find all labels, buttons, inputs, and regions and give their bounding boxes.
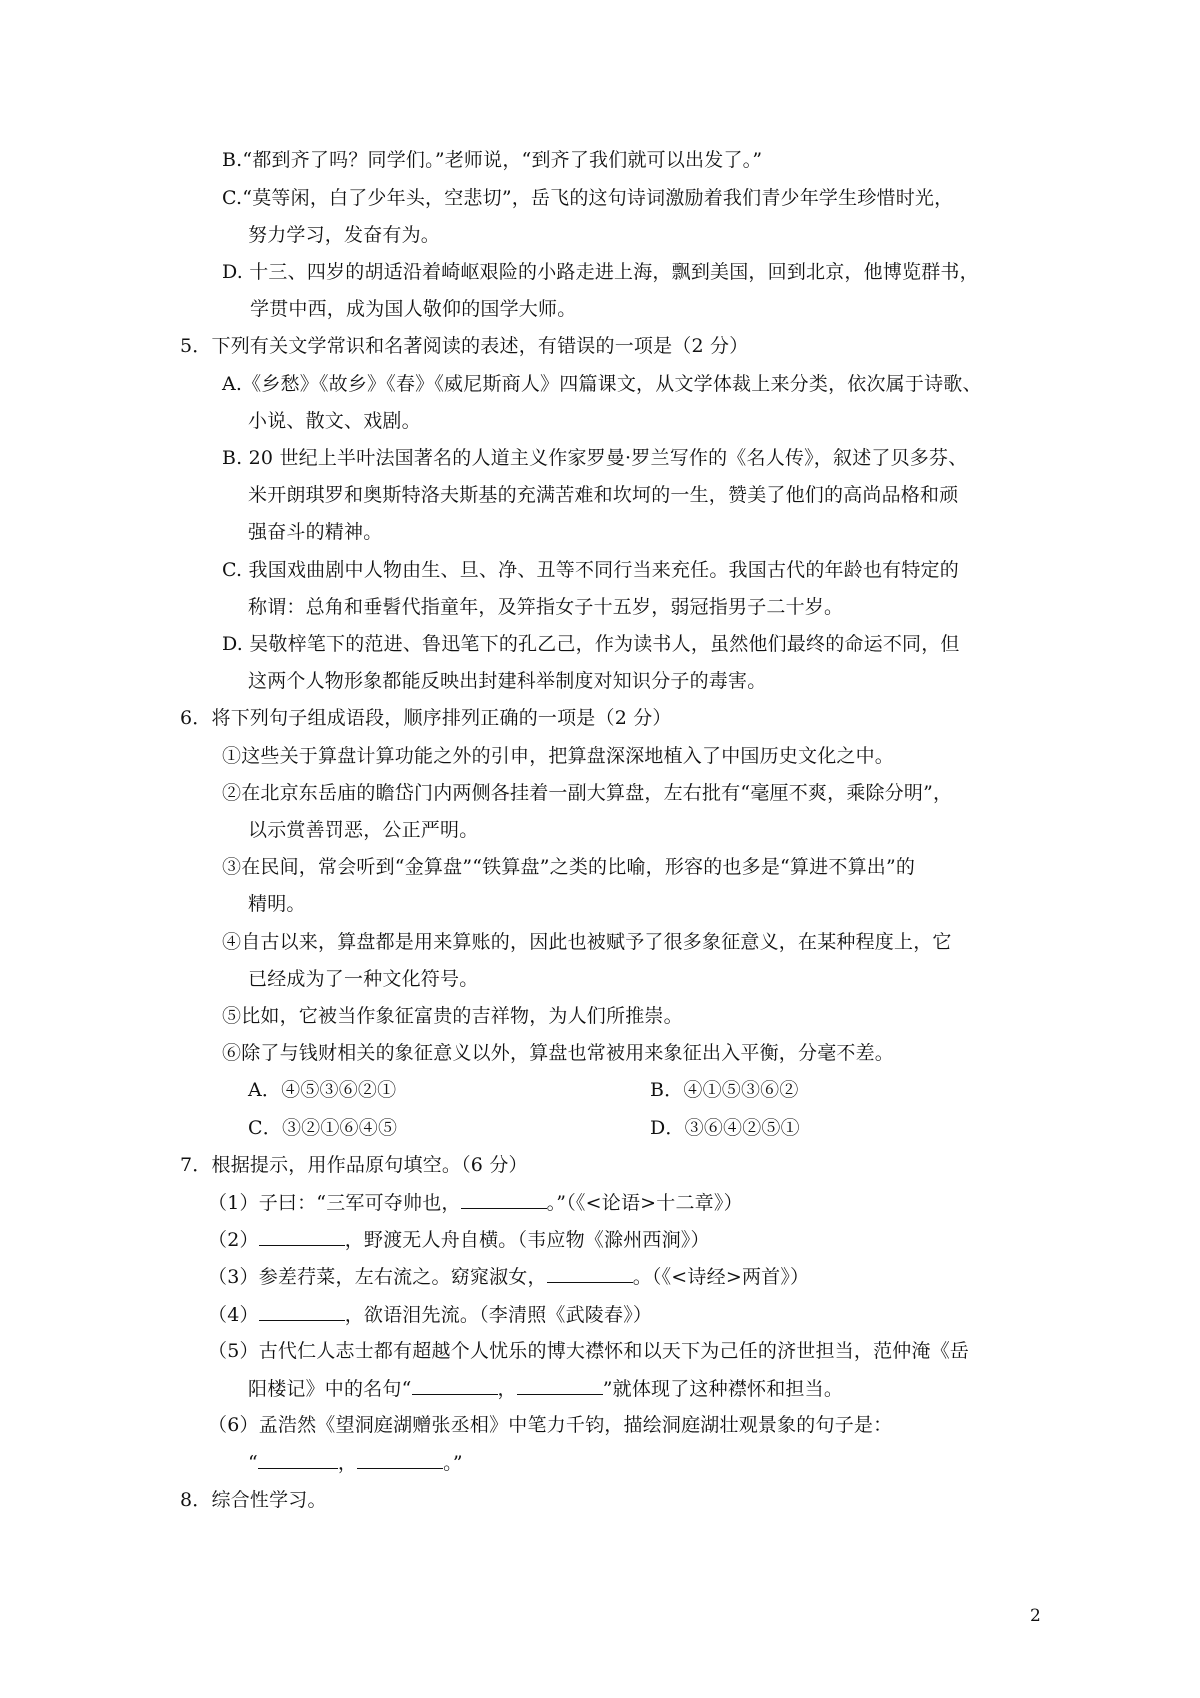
q5-option-b-line2: 米开朗琪罗和奥斯特洛夫斯基的充满苦难和坎坷的一生，赞美了他们的高尚品格和顽 xyxy=(248,484,959,506)
q7-item-2-prefix: （2） xyxy=(208,1229,259,1251)
q5-option-d-line2: 这两个人物形象都能反映出封建科举制度对知识分子的毒害。 xyxy=(248,670,767,692)
q6-option-d: D．③⑥④②⑤① xyxy=(650,1117,800,1139)
q5-option-c-line1: C. 我国戏曲剧中人物由生、旦、净、丑等不同行当来充任。我国古代的年龄也有特定的 xyxy=(222,559,959,581)
q4-option-b: B.“都到齐了吗？同学们。”老师说，“到齐了我们就可以出发了。” xyxy=(222,149,763,171)
q4-option-d-line2: 学贯中西，成为国人敬仰的国学大师。 xyxy=(250,298,577,320)
q6-option-c: C．③②①⑥④⑤ xyxy=(248,1117,398,1139)
q6-sentence-3-line2: 精明。 xyxy=(248,893,306,915)
q7-item-1-suffix: 。”（《<论语>十二章》） xyxy=(546,1192,743,1214)
q6-sentence-2-line2: 以示赏善罚恶，公正严明。 xyxy=(248,819,479,841)
q6-sentence-2-line1: ②在北京东岳庙的瞻岱门内两侧各挂着一副大算盘，左右批有“毫厘不爽，乘除分明”， xyxy=(222,782,953,804)
q7-item-2-blank[interactable] xyxy=(259,1225,345,1246)
q7-item-1-prefix: （1）子曰：“三军可夺帅也， xyxy=(208,1192,461,1214)
q4-option-d-line1: D. 十三、四岁的胡适沿着崎岖艰险的小路走进上海，飘到美国，回到北京，他博览群书， xyxy=(222,261,979,283)
q7-item-2-suffix: ，野渡无人舟自横。（韦应物《滁州西涧》） xyxy=(344,1229,710,1251)
q6-sentence-4-line1: ④自古以来，算盘都是用来算账的，因此也被赋予了很多象征意义，在某种程度上，它 xyxy=(222,931,952,953)
q7-title: 7．根据提示，用作品原句填空。（6 分） xyxy=(180,1154,528,1176)
q7-item-3-blank[interactable] xyxy=(547,1262,633,1283)
q6-sentence-6: ⑥除了与钱财相关的象征意义以外，算盘也常被用来象征出入平衡，分毫不差。 xyxy=(222,1042,895,1064)
q7-item-5-line2 xyxy=(248,1374,843,1403)
q7-item-6-line2 xyxy=(248,1448,463,1477)
q4-option-c-line2: 努力学习，发奋有为。 xyxy=(248,224,441,246)
q8-title: 8．综合性学习。 xyxy=(180,1489,327,1511)
q7-item-5-line1: （5）古代仁人志士都有超越个人忧乐的博大襟怀和以天下为己任的济世担当，范仲淹《岳 xyxy=(208,1340,970,1362)
q6-sentence-3-line1: ③在民间，常会听到“金算盘”“铁算盘”之类的比喻，形容的也多是“算进不算出”的 xyxy=(222,856,916,878)
q7-item-5-prefix: 阳楼记》中的名句“ xyxy=(248,1378,412,1400)
q7-item-6-open-quote: “ xyxy=(248,1452,258,1474)
q6-title: 6．将下列句子组成语段，顺序排列正确的一项是（2 分） xyxy=(180,707,672,729)
q6-option-b: B．④①⑤③⑥② xyxy=(650,1079,799,1101)
q7-item-5-blank-1[interactable] xyxy=(412,1374,498,1395)
q7-item-5-blank-2[interactable] xyxy=(517,1374,603,1395)
page-number: 2 xyxy=(1030,1606,1041,1626)
q5-title: 5．下列有关文学常识和名著阅读的表述，有错误的一项是（2 分） xyxy=(180,335,749,357)
q7-item-3-suffix: 。（《<诗经>两首》） xyxy=(632,1266,810,1288)
q7-item-2 xyxy=(208,1225,710,1254)
q7-item-4 xyxy=(208,1300,652,1329)
q7-item-3-prefix: （3）参差荇菜，左右流之。窈窕淑女， xyxy=(208,1266,547,1288)
q7-item-6-close: 。” xyxy=(443,1452,463,1474)
q5-option-a-line2: 小说、散文、戏剧。 xyxy=(248,410,421,432)
q5-option-b-line1: B. 20 世纪上半叶法国著名的人道主义作家罗曼·罗兰写作的《名人传》，叙述了贝多芬、 xyxy=(222,447,968,469)
q7-item-5-comma: ， xyxy=(497,1378,517,1400)
q5-option-b-line3: 强奋斗的精神。 xyxy=(248,521,383,543)
q6-option-a: A．④⑤③⑥②① xyxy=(248,1079,397,1101)
q5-option-a-line1: A.《乡愁》《故乡》《春》《威尼斯商人》四篇课文，从文学体裁上来分类，依次属于诗歌、 xyxy=(222,373,982,395)
q7-item-4-prefix: （4） xyxy=(208,1304,259,1326)
q7-item-4-suffix: ，欲语泪先流。（李清照《武陵春》） xyxy=(344,1304,653,1326)
q6-sentence-1: ①这些关于算盘计算功能之外的引申，把算盘深深地植入了中国历史文化之中。 xyxy=(222,745,895,767)
q7-item-5-suffix: ”就体现了这种襟怀和担当。 xyxy=(602,1378,844,1400)
q7-item-1 xyxy=(208,1188,743,1217)
q7-item-6-comma: ， xyxy=(337,1452,358,1474)
q7-item-6-line1: （6）孟浩然《望洞庭湖赠张丞相》中笔力千钧，描绘洞庭湖壮观景象的句子是： xyxy=(208,1414,893,1436)
q7-item-1-blank[interactable] xyxy=(461,1188,547,1209)
q4-option-c-line1: C.“莫等闲，白了少年头，空悲切”，岳飞的这句诗词激励着我们青少年学生珍惜时光， xyxy=(222,187,954,209)
q6-sentence-4-line2: 已经成为了一种文化符号。 xyxy=(248,968,479,990)
q7-item-6-blank-2[interactable] xyxy=(357,1448,443,1469)
q5-option-c-line2: 称谓：总角和垂髫代指童年，及笄指女子十五岁，弱冠指男子二十岁。 xyxy=(248,596,844,618)
q6-sentence-5: ⑤比如，它被当作象征富贵的吉祥物，为人们所推崇。 xyxy=(222,1005,683,1027)
q7-item-3 xyxy=(208,1262,809,1291)
q7-item-4-blank[interactable] xyxy=(259,1300,345,1321)
q7-item-6-blank-1[interactable] xyxy=(258,1448,338,1469)
q5-option-d-line1: D. 吴敬梓笔下的范进、鲁迅笔下的孔乙己，作为读书人，虽然他们最终的命运不同，但 xyxy=(222,633,960,655)
